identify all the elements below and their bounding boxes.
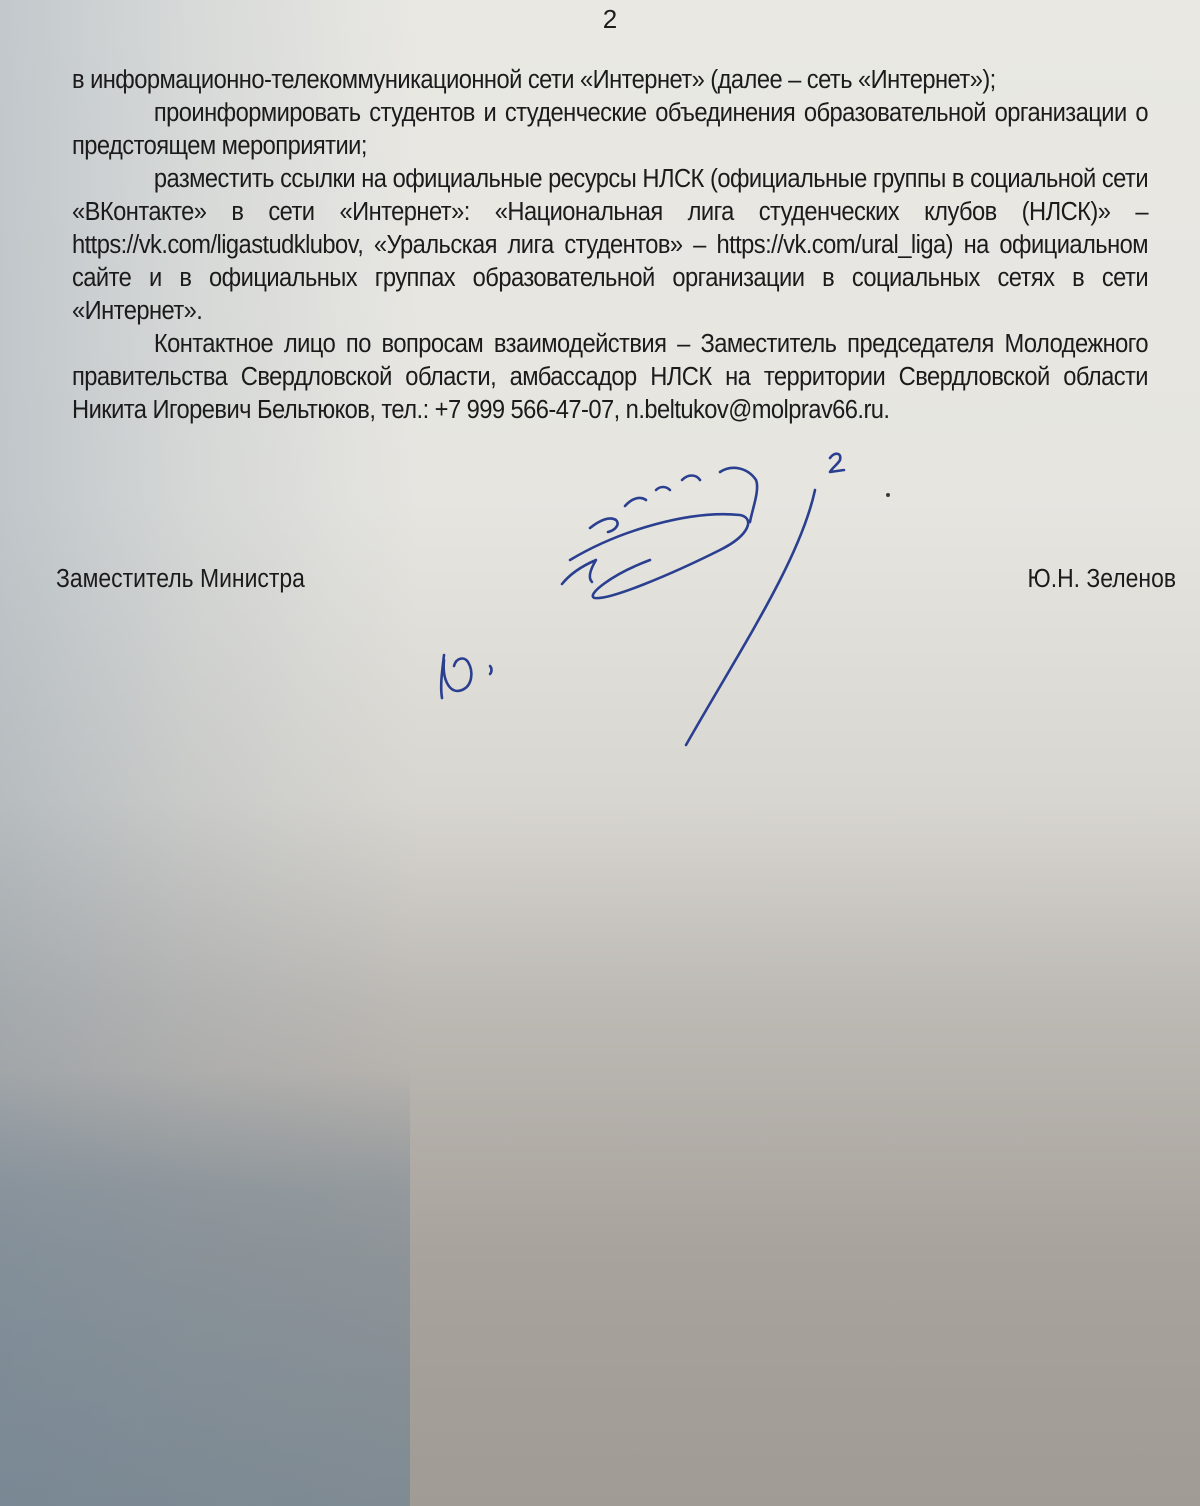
signer-name: Ю.Н. Зеленов	[1027, 565, 1176, 593]
photo-shadow	[0, 1070, 410, 1506]
page-number: 2	[602, 4, 618, 34]
paragraph-contact-person: Контактное лицо по вопросам взаимодействия – Заместитель председателя Молодежного правительства Свердловской области, амбассадор НЛСК на территории Свердловской области Никита Игоревич Бельтюков, тел.: +7 999 566-47-07, n.beltukov@molprav66.ru.	[72, 330, 1149, 424]
document-body	[72, 64, 1148, 427]
position-title: Заместитель Министра	[56, 565, 305, 593]
ink-speck	[886, 493, 890, 497]
paragraph-internet-definition: в информационно-телекоммуникационной сети «Интернет» (далее – сеть «Интернет»);	[72, 66, 996, 94]
handwritten-signature-icon	[420, 450, 880, 760]
paragraph-inform-students: проинформировать студентов и студенческие объединения образовательной организации о предстоящем мероприятии;	[72, 99, 1149, 160]
paragraph-post-links: разместить ссылки на официальные ресурсы НЛСК (официальные группы в социальной сети «ВКонтакте» в сети «Интернет»: «Национальная лига студенческих клубов (НЛСК)» – https://vk.com/ligastudklubov, «Уральская лига студентов» – https://vk.com/ural_liga) на официальном сайте и в официальных группах образовательной организации в социальных сетях в сети «Интернет».	[72, 165, 1149, 325]
